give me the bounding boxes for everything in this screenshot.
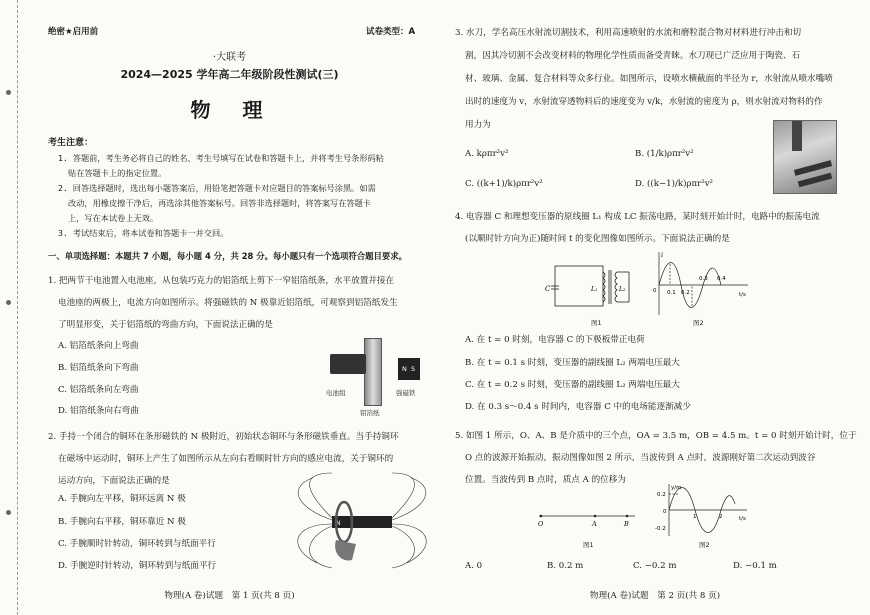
tick-label: 0.3 — [699, 276, 708, 282]
q3-line: 材、玻璃、金属、复合材料等众多行业。如图所示，设喷水横截面的半径为 r，水射流从喷水嘴喷 — [465, 74, 833, 84]
t-tick: 1 — [693, 514, 697, 520]
q2-option-d: D. 手腕逆时针转动，铜环转到与纸面平行 — [58, 561, 217, 571]
q1-line: 1. 把两节干电池置入电池座，从包装巧克力的铝箔纸上剪下一窄铝箔纸条，水平放置并接在 — [48, 276, 395, 286]
tick-label: 0 — [653, 288, 657, 294]
page-right — [455, 0, 855, 615]
footer-left: 物理(A 卷)试题 第 1 页(共 8 页) — [164, 590, 295, 601]
q3-option-a: A. kρπr²v² — [465, 149, 509, 159]
q4-option-c: C. 在 t = 0.2 s 时刻，变压器的副线圈 L₂ 两端电压最大 — [465, 380, 680, 390]
foil-label: 铝箔纸 — [360, 409, 380, 417]
q3-line: 出时的速度为 v，水射流穿透物料后的速度变为 v/k，水射流的密度为 ρ，则水射流对物料的作 — [465, 97, 823, 107]
exam-title: 2024—2025 学年高二年级阶段性测试(三) — [120, 68, 339, 81]
q1-option-c: C. 铝箔纸条向左弯曲 — [58, 385, 139, 395]
binding-hole — [6, 90, 11, 95]
notice-line: 3. 考试结束后，将本试卷和答题卡一并交回。 — [58, 228, 229, 238]
battery-label: 电池组 — [326, 389, 346, 397]
q5-vibration-graph — [655, 482, 755, 538]
q3-line: 割，因其冷切割不会改变材料的物理化学性质而备受青睐。水刀现已广泛应用于陶瓷、石 — [465, 51, 801, 61]
q2-line: 运动方向，下面说法正确的是 — [58, 476, 170, 486]
q4-fig2-caption: 图2 — [693, 319, 704, 327]
axis-i-label: i — [661, 251, 664, 259]
y-tick: -0.2 — [655, 526, 666, 532]
q5-fig1-caption: 图1 — [583, 541, 594, 549]
q1-figure — [308, 338, 418, 418]
question-4 — [455, 206, 820, 250]
point-a-label: A — [592, 520, 597, 528]
notice-line: 改动，用橡皮擦干净后，再选涂其他答案标号。回答非选择题时，将答案写在答题卡 — [68, 198, 371, 208]
q4-line: (以顺时针方向为正)随时间 t 的变化图像如图所示。下面说法正确的是 — [465, 234, 730, 244]
notice-title: 考生注意： — [48, 138, 94, 148]
q1-option-d: D. 铝箔纸条向右弯曲 — [58, 406, 139, 416]
tick-label: 0.1 — [667, 290, 676, 296]
waterjet-photo — [773, 120, 837, 194]
subject-title: 物 理 — [190, 98, 269, 122]
battery-pack — [330, 354, 366, 374]
q5-line: 5. 如图 1 所示，O、A、B 是介质中的三个点，OA = 3.5 m，OB = 4.5 m。t = 0 时刻开始计时，位于 — [455, 431, 857, 441]
page-left — [22, 0, 437, 615]
notice-line: 上，写在本试卷上无效。 — [68, 213, 159, 223]
secret-label: 绝密★启用前 — [48, 27, 99, 37]
cut-material — [798, 173, 832, 188]
q2-option-b: B. 手腕向右平移，铜环靠近 N 极 — [58, 517, 186, 527]
coil-l2-label: L₂ — [619, 286, 626, 293]
magnet: N S — [398, 358, 420, 380]
q2-option-c: C. 手腕顺时针转动，铜环转到与纸面平行 — [58, 539, 216, 549]
q1-option-a: A. 铝箔纸条向上弯曲 — [58, 341, 139, 351]
exam-org: ·大联考 — [212, 52, 247, 63]
q4-option-b: B. 在 t = 0.1 s 时刻，变压器的副线圈 L₂ 两端电压最大 — [465, 358, 680, 368]
q5-option-b: B. 0.2 m — [547, 561, 584, 571]
footer-right: 物理(A 卷)试题 第 2 页(共 8 页) — [589, 590, 721, 601]
q4-fig1-caption: 图1 — [591, 319, 602, 327]
q5-fig2-caption: 图2 — [699, 541, 710, 549]
binding-hole — [6, 300, 11, 305]
point-o-label: O — [538, 520, 544, 528]
q2-option-a: A. 手腕向左平移，铜环远离 N 极 — [58, 494, 186, 504]
q5-option-d: D. −0.1 m — [733, 561, 777, 571]
q5-line: O 点的波源开始振动，振动图像如图 2 所示，当波传到 A 点时，波源刚好第二次运动到波谷 — [465, 453, 816, 463]
q3-option-d: D. ((k−1)/k)ρπr²v² — [635, 179, 713, 189]
q2-line: 在磁场中运动时，铜环上产生了如图所示从左向右看顺时针方向的感应电流，关于铜环的 — [58, 454, 394, 464]
q4-option-d: D. 在 0.3 s～0.4 s 时间内，电容器 C 中的电场能逐渐减少 — [465, 402, 691, 412]
q3-line: 用力为 — [465, 120, 491, 130]
svg-text:N: N — [336, 520, 341, 527]
q1-option-b: B. 铝箔纸条向下弯曲 — [58, 363, 139, 373]
tick-label: 0.2 — [681, 290, 690, 296]
q1-line: 了明显形变，关于铝箔纸的弯曲方向，下面说法正确的是 — [58, 320, 273, 330]
q4-line: 4. 电容器 C 和理想变压器的原线圈 L₁ 构成 LC 振荡电路，某时刻开始计时，电路中的振荡电流 — [455, 212, 820, 222]
t-tick: 2 — [719, 514, 723, 520]
q3-option-b: B. (1/k)ρπr²v² — [635, 149, 694, 159]
notice-line: 贴在答题卡上的指定位置。 — [68, 168, 167, 178]
q4-option-a: A. 在 t = 0 时刻，电容器 C 的下极板带正电荷 — [465, 335, 645, 345]
q5-points-figure — [537, 506, 637, 526]
y-axis-label: y/m — [671, 485, 682, 491]
notice-line: 1. 答题前，考生务必将自己的姓名、考生号填写在试卷和答题卡上，并将考生号条形码粘 — [58, 153, 384, 163]
tick-label: 0.4 — [717, 276, 726, 282]
nozzle — [792, 121, 802, 151]
q4-circuit-figure — [545, 258, 635, 318]
q5-option-c: C. −0.2 m — [633, 561, 677, 571]
q5-line: 位置。当波传到 B 点时，质点 A 的位移为 — [465, 475, 626, 485]
q1-line: 电池座的两极上，电流方向如图所示。将强磁铁的 N 极靠近铝箔纸，可观察到铝箔纸发生 — [58, 298, 398, 308]
capacitor-label: C — [545, 285, 551, 293]
q3-option-c: C. ((k+1)/k)ρπr²v² — [465, 179, 543, 189]
q2-line: 2. 手持一个闭合的铜环在条形磁铁的 N 极附近，初始状态铜环与条形磁铁垂直。当手持铜环 — [48, 432, 399, 442]
q5-option-a: A. 0 — [465, 561, 483, 571]
t-axis-label: t/s — [739, 516, 746, 522]
foil-strip — [364, 338, 382, 406]
q3-line: 3. 水刀，学名高压水射流切割技术，利用高速喷射的水流和磨粒混合物对材料进行冲击和切 — [455, 28, 802, 38]
y-tick: 0 — [663, 509, 667, 515]
question-1 — [48, 270, 398, 336]
q4-current-graph — [653, 250, 753, 320]
notice-block — [58, 151, 384, 241]
paper-type: 试卷类型：A — [366, 27, 416, 37]
notice-line: 2. 回答选择题时，选出每小题答案后，用铅笔把答题卡对应题目的答案标号涂黑。如需 — [58, 183, 376, 193]
binding-margin — [0, 0, 18, 615]
axis-t-label: t/s — [739, 292, 746, 298]
coil-l1-label: L₁ — [591, 286, 598, 293]
point-b-label: B — [624, 520, 629, 528]
binding-hole — [6, 510, 11, 515]
section-title: 一、单项选择题：本题共 7 小题，每小题 4 分，共 28 分。每小题只有一个选项符合题目要求。 — [48, 251, 408, 261]
magnet-label: 强磁铁 — [396, 389, 416, 397]
y-tick: 0.2 — [657, 492, 666, 498]
q2-figure — [292, 478, 432, 568]
